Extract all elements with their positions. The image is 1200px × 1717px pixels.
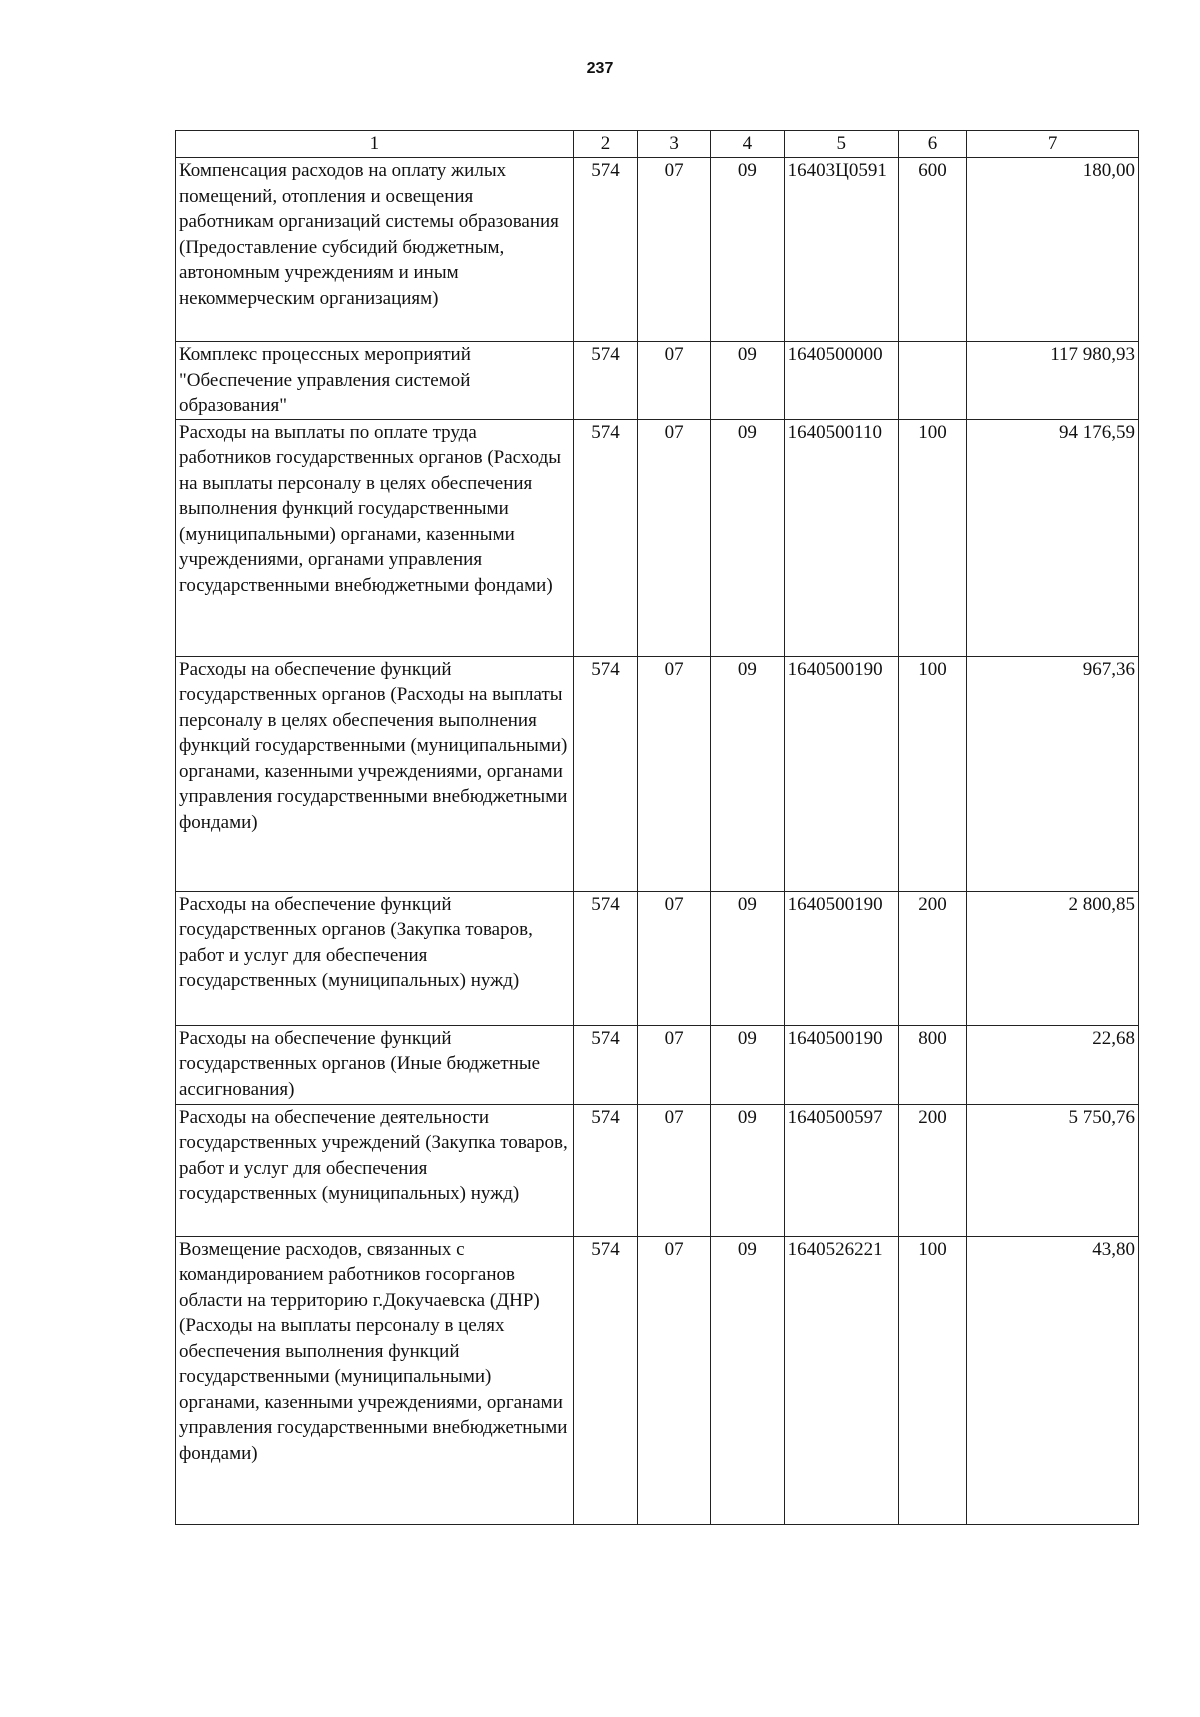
row-target-code: 1640500110: [784, 419, 898, 656]
row-section: 07: [638, 158, 711, 342]
row-grbs: 574: [573, 342, 638, 420]
row-section: 07: [638, 656, 711, 891]
table-row: [176, 656, 1139, 891]
row-name: Расходы на обеспечение деятельности государственных учреждений (Закупка товаров, работ и услуг для обеспечения государственных (муниципальных) нужд): [176, 1104, 574, 1236]
row-target-code: 1640500190: [784, 891, 898, 1025]
row-section: 07: [638, 1104, 711, 1236]
table-row: [176, 1104, 1139, 1236]
row-expense-type: [898, 342, 967, 420]
row-target-code: 1640500190: [784, 1025, 898, 1104]
row-section: 07: [638, 891, 711, 1025]
row-amount: 5 750,76: [967, 1104, 1139, 1236]
header-col-1: 1: [176, 131, 574, 158]
page-number: 237: [586, 60, 614, 77]
table-row: [176, 1025, 1139, 1104]
row-name: Расходы на обеспечение функций государственных органов (Закупка товаров, работ и услуг для обеспечения государственных (муниципальных) нужд): [176, 891, 574, 1025]
row-section: 07: [638, 419, 711, 656]
row-grbs: 574: [573, 158, 638, 342]
row-name: Расходы на выплаты по оплате труда работников государственных органов (Расходы на выплаты персоналу в целях обеспечения выполнения функций государственными (муниципальными) органами, казенными учреждениями, органами управления государственными внебюджетными фондами): [176, 419, 574, 656]
header-col-3: 3: [638, 131, 711, 158]
row-subsection: 09: [710, 1104, 784, 1236]
row-grbs: 574: [573, 419, 638, 656]
header-col-2: 2: [573, 131, 638, 158]
row-subsection: 09: [710, 1236, 784, 1524]
row-grbs: 574: [573, 1104, 638, 1236]
row-name: Возмещение расходов, связанных с командированием работников госорганов области на территорию г.Докучаевска (ДНР) (Расходы на выплаты персоналу в целях обеспечения выполнения функций государственными (муниципальными) органами, казенными учреждениями, органами управления государственными внебюджетными фондами): [176, 1236, 574, 1524]
row-name: Комплекс процессных мероприятий "Обеспечение управления системой образования": [176, 342, 574, 420]
row-name: Расходы на обеспечение функций государственных органов (Иные бюджетные ассигнования): [176, 1025, 574, 1104]
row-grbs: 574: [573, 1236, 638, 1524]
row-amount: 2 800,85: [967, 891, 1139, 1025]
row-target-code: 1640526221: [784, 1236, 898, 1524]
row-amount: 967,36: [967, 656, 1139, 891]
row-expense-type: 100: [898, 656, 967, 891]
row-name: Расходы на обеспечение функций государственных органов (Расходы на выплаты персоналу в целях обеспечения выполнения функций государственными (муниципальными) органами, казенными учреждениями, органами управления государственными внебюджетными фондами): [176, 656, 574, 891]
row-amount: 22,68: [967, 1025, 1139, 1104]
row-section: 07: [638, 1236, 711, 1524]
row-subsection: 09: [710, 419, 784, 656]
table-row: [176, 891, 1139, 1025]
row-amount: 180,00: [967, 158, 1139, 342]
row-subsection: 09: [710, 158, 784, 342]
table-row: [176, 419, 1139, 656]
row-grbs: 574: [573, 891, 638, 1025]
header-col-4: 4: [710, 131, 784, 158]
row-subsection: 09: [710, 656, 784, 891]
row-grbs: 574: [573, 656, 638, 891]
row-name: Компенсация расходов на оплату жилых помещений, отопления и освещения работникам организаций системы образования (Предоставление субсидий бюджетным, автономным учреждениям и иным некоммерческим организациям): [176, 158, 574, 342]
row-grbs: 574: [573, 1025, 638, 1104]
row-expense-type: 600: [898, 158, 967, 342]
row-amount: 117 980,93: [967, 342, 1139, 420]
header-row: [176, 131, 1139, 158]
row-target-code: 1640500597: [784, 1104, 898, 1236]
row-expense-type: 100: [898, 1236, 967, 1524]
row-subsection: 09: [710, 1025, 784, 1104]
row-subsection: 09: [710, 891, 784, 1025]
header-col-7: 7: [967, 131, 1139, 158]
row-section: 07: [638, 1025, 711, 1104]
row-expense-type: 800: [898, 1025, 967, 1104]
row-target-code: 1640500000: [784, 342, 898, 420]
row-target-code: 1640500190: [784, 656, 898, 891]
header-col-6: 6: [898, 131, 967, 158]
header-col-5: 5: [784, 131, 898, 158]
row-expense-type: 100: [898, 419, 967, 656]
row-section: 07: [638, 342, 711, 420]
table-row: [176, 1236, 1139, 1524]
table-row: [176, 342, 1139, 420]
table-row: [176, 158, 1139, 342]
row-expense-type: 200: [898, 1104, 967, 1236]
row-subsection: 09: [710, 342, 784, 420]
row-target-code: 16403Ц0591: [784, 158, 898, 342]
row-amount: 43,80: [967, 1236, 1139, 1524]
row-expense-type: 200: [898, 891, 967, 1025]
budget-table: [175, 130, 1139, 1525]
row-amount: 94 176,59: [967, 419, 1139, 656]
